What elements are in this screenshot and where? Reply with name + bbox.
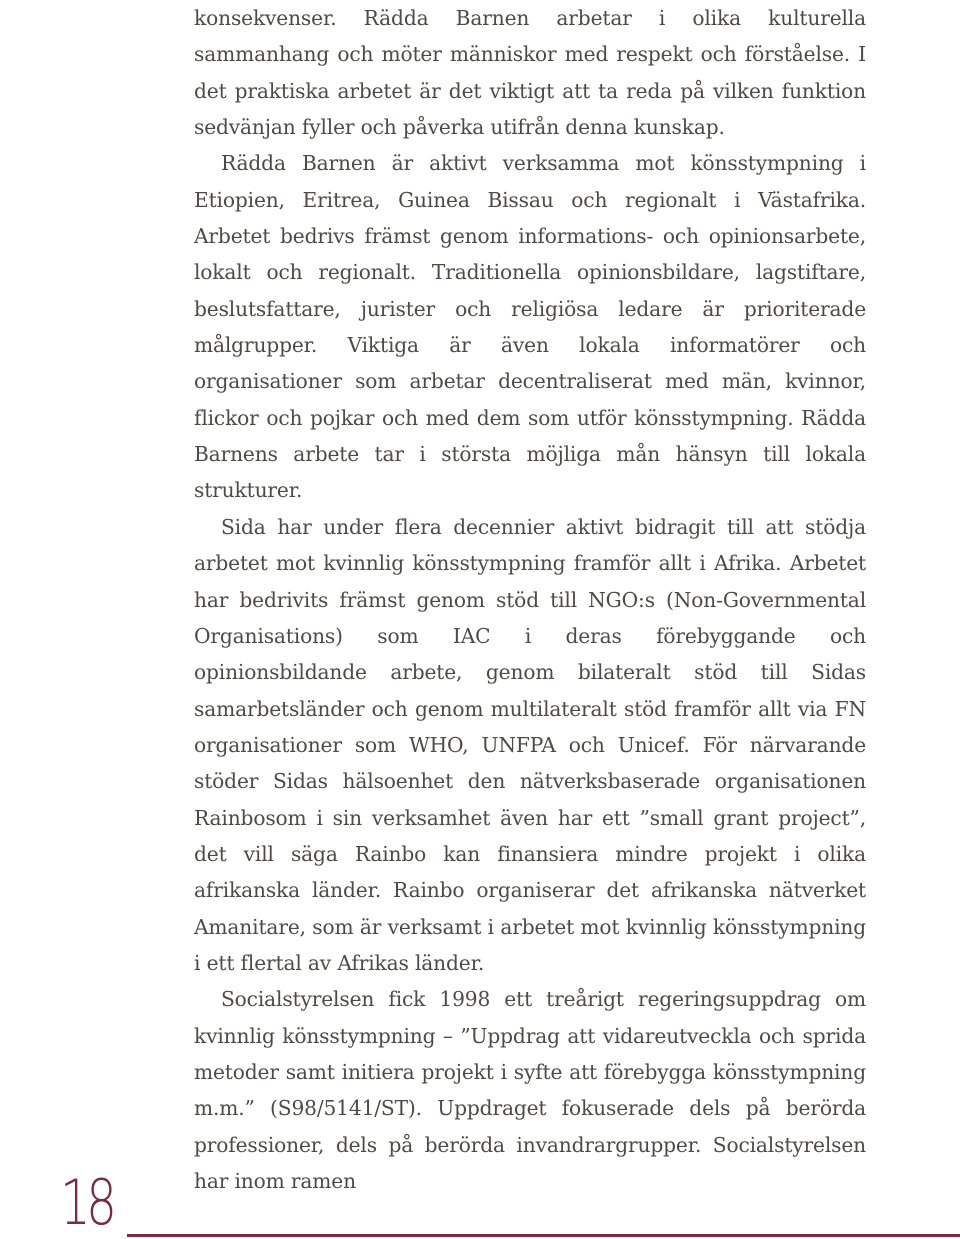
paragraph-2: Rädda Barnen är aktivt verksamma mot könsstympning i Etiopien, Eritrea, Guinea Bissau och regionalt i Västafrika. Arbetet bedrivs främst genom informations- och opinionsarbete, lokalt och regionalt. Traditionella opinionsbildare, lagstiftare, beslutsfattare, jurister och religiösa ledare är prioriterade målgrupper. Viktiga är även lokala informatörer och organisationer som arbetar decentraliserat med män, kvinnor, flickor och pojkar och med dem som utför könsstympning. Rädda Barnens arbete tar i största möjliga mån hänsyn till lokala strukturer.	[194, 151, 866, 503]
page-number: 18	[60, 1166, 113, 1239]
paragraph-4: Socialstyrelsen fick 1998 ett treårigt regeringsuppdrag om kvinnlig könsstympning – ”Uppdrag att vidareutveckla och sprida metoder samt initiera projekt i syfte att förebygga könsstympning m.m.” (S98/5141/ST). Uppdraget fokuserade dels på berörda professioner, dels på berörda invandrargrupper. Socialstyrelsen har inom ramen	[194, 987, 866, 1193]
body-text	[194, 0, 866, 1199]
footer-rule	[127, 1234, 960, 1237]
paragraph-3: Sida har under flera decennier aktivt bidragit till att stödja arbetet mot kvinnlig könsstympning framför allt i Afrika. Arbetet har bedrivits främst genom stöd till NGO:s (Non-Governmental Organisations) som IAC i deras förebyggande och opinionsbildande arbete, genom bilateralt stöd till Sidas samarbetsländer och genom multilateralt stöd framför allt via FN organisationer som WHO, UNFPA och Unicef. För närvarande stöder Sidas hälsoenhet den nätverksbaserade organisationen Rainbosom i sin verksamhet även har ett ”small grant project”, det vill säga Rainbo kan finansiera mindre projekt i olika afrikanska länder. Rainbo organiserar det afrikanska nätverket Amanitare, som är verksamt i arbetet mot kvinnlig könsstympning i ett flertal av Afrikas länder.	[194, 514, 866, 975]
paragraph-1: konsekvenser. Rädda Barnen arbetar i olika kulturella sammanhang och möter människor med respekt och förståelse. I det praktiska arbetet är det viktigt att ta reda på vilken funktion sedvänjan fyller och påverka utifrån denna kunskap.	[194, 6, 866, 140]
